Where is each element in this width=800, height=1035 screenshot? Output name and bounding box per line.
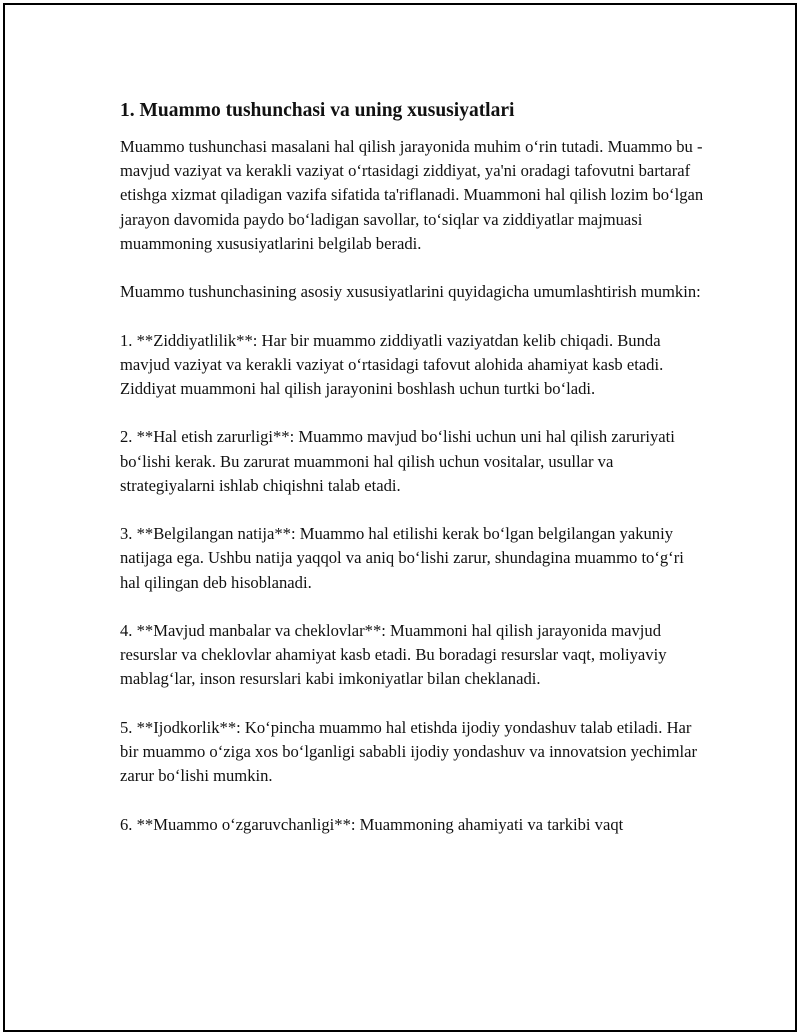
list-item-5: 5. **Ijodkorlik**: Ko‘pincha muammo hal etishda ijodiy yondashuv talab etiladi. Har bir muammo o‘ziga xos bo‘lganligi sababli ijodiy yondashuv va innovatsion yechimlar zarur bo‘lishi mumkin. [120, 717, 697, 786]
paragraph-intro: Muammo tushunchasi masalani hal qilish jarayonida muhim o‘rin tutadi. Muammo bu - mavjud vaziyat va kerakli vaziyat o‘rtasidagi ziddiyat, ya'ni oradagi tafovutni bartaraf etishga xizmat qiladigan vazifa sifatida ta'riflanadi. Muammoni hal qilish lozim bo‘lgan jarayon davomida paydo bo‘ladigan savollar, to‘siqlar va ziddiyatlar majmuasi muammoning xususiyatlarini belgilab beradi. [120, 137, 704, 253]
paragraph-summary: Muammo tushunchasining asosiy xususiyatlarini quyidagicha umumlashtirish mumkin: [120, 282, 701, 302]
list-item-1: 1. **Ziddiyatlilik**: Har bir muammo ziddiyatli vaziyatdan kelib chiqadi. Bunda mavjud vaziyat va kerakli vaziyat o‘rtasidagi tafovut alohida ahamiyat kasb etadi. Ziddiyat muammoni hal qilish jarayonini boshlash uchun turtki bo‘ladi. [120, 330, 664, 398]
list-item-2: 2. **Hal etish zarurligi**: Muammo mavjud bo‘lishi uchun uni hal qilish zaruriyati bo‘lishi kerak. Bu zarurat muammoni hal qilish uchun vositalar, usullar va strategiyalarni ishlab chiqishni talab etadi. [120, 427, 675, 495]
page-frame [3, 3, 797, 1032]
list-item-3: 3. **Belgilangan natija**: Muammo hal etilishi kerak bo‘lgan belgilangan yakuniy natijaga ega. Ushbu natija yaqqol va aniq bo‘lishi zarur, shundagina muammo to‘g‘ri hal qilingan deb hisoblanadi. [120, 524, 684, 592]
section-heading: 1. Muammo tushunchasi va uning xususiyatlari [120, 100, 515, 121]
list-item-6: 6. **Muammo o‘zgaruvchanligi**: Muammoning ahamiyati va tarkibi vaqt [120, 814, 624, 834]
document-body [120, 97, 705, 861]
list-item-4: 4. **Mavjud manbalar va cheklovlar**: Muammoni hal qilish jarayonida mavjud resurslar va cheklovlar ahamiyat kasb etadi. Bu boradagi resurslar vaqt, moliyaviy mablag‘lar, inson resurslari kabi imkoniyatlar bilan cheklanadi. [120, 620, 667, 689]
